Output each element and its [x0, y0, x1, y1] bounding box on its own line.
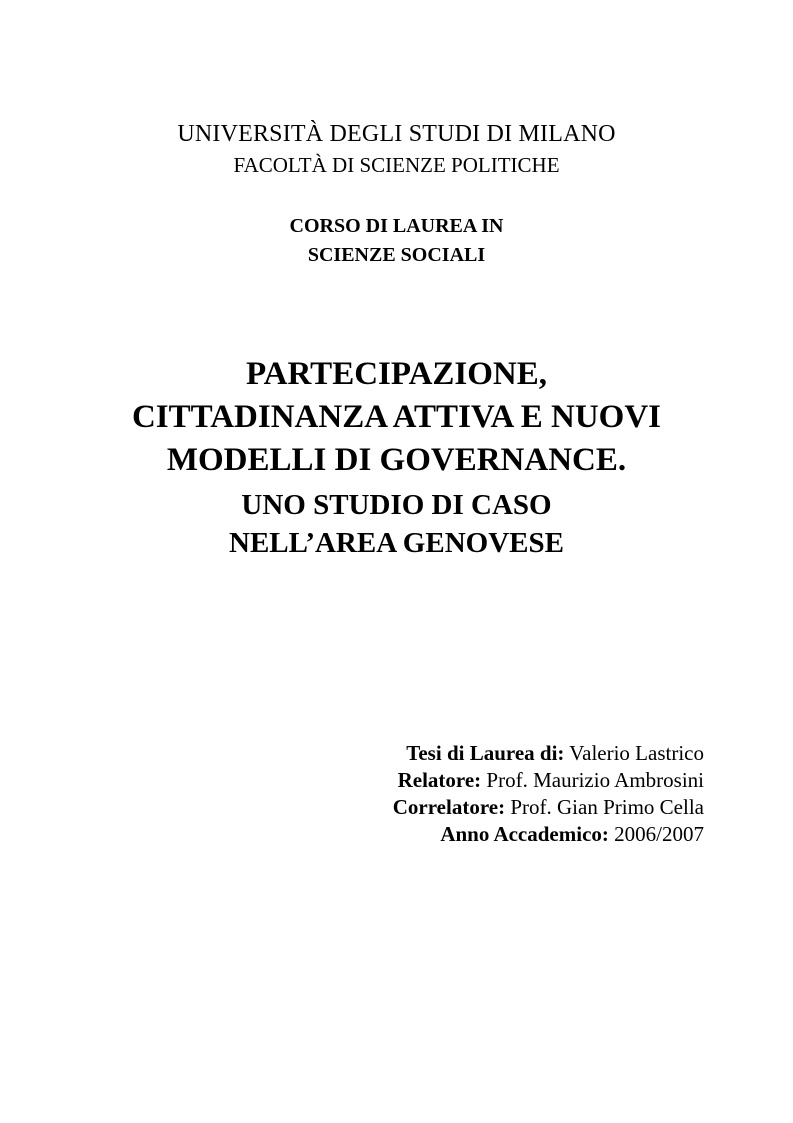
- degree-course-line-1: CORSO DI LAUREA IN: [289, 215, 504, 237]
- cosupervisor-line: [393, 794, 704, 821]
- university-name: UNIVERSITÀ DEGLI STUDI DI MILANO: [177, 121, 616, 147]
- thesis-subtitle-line-2: NELL’AREA GENOVESE: [229, 527, 564, 559]
- thesis-subtitle-line-1: UNO STUDIO DI CASO: [241, 489, 552, 521]
- academic-year-line: [393, 821, 704, 848]
- faculty-name: FACOLTÀ DI SCIENZE POLITICHE: [233, 153, 560, 177]
- degree-course: [0, 212, 793, 270]
- supervisor-line: [393, 767, 704, 794]
- thesis-subtitle: [0, 486, 793, 562]
- cosupervisor-value: Prof. Gian Primo Cella: [505, 795, 704, 819]
- supervisor-label: Relatore:: [397, 768, 482, 792]
- academic-year-label: Anno Accademico:: [440, 822, 609, 846]
- cosupervisor-label: Correlatore:: [392, 795, 506, 819]
- thesis-info-block: [393, 740, 704, 848]
- thesis-title: [0, 353, 793, 482]
- degree-course-line-2: SCIENZE SOCIALI: [307, 244, 486, 266]
- supervisor-value: Prof. Maurizio Ambrosini: [481, 768, 704, 792]
- author-value: Valerio Lastrico: [564, 741, 704, 765]
- thesis-title-line-1: PARTECIPAZIONE,: [245, 356, 548, 392]
- author-label: Tesi di Laurea di:: [406, 741, 565, 765]
- thesis-title-line-3: MODELLI DI GOVERNANCE.: [166, 442, 627, 478]
- academic-year-value: 2006/2007: [608, 822, 704, 846]
- thesis-title-line-2: CITTADINANZA ATTIVA E NUOVI: [131, 399, 662, 435]
- author-line: [393, 740, 704, 767]
